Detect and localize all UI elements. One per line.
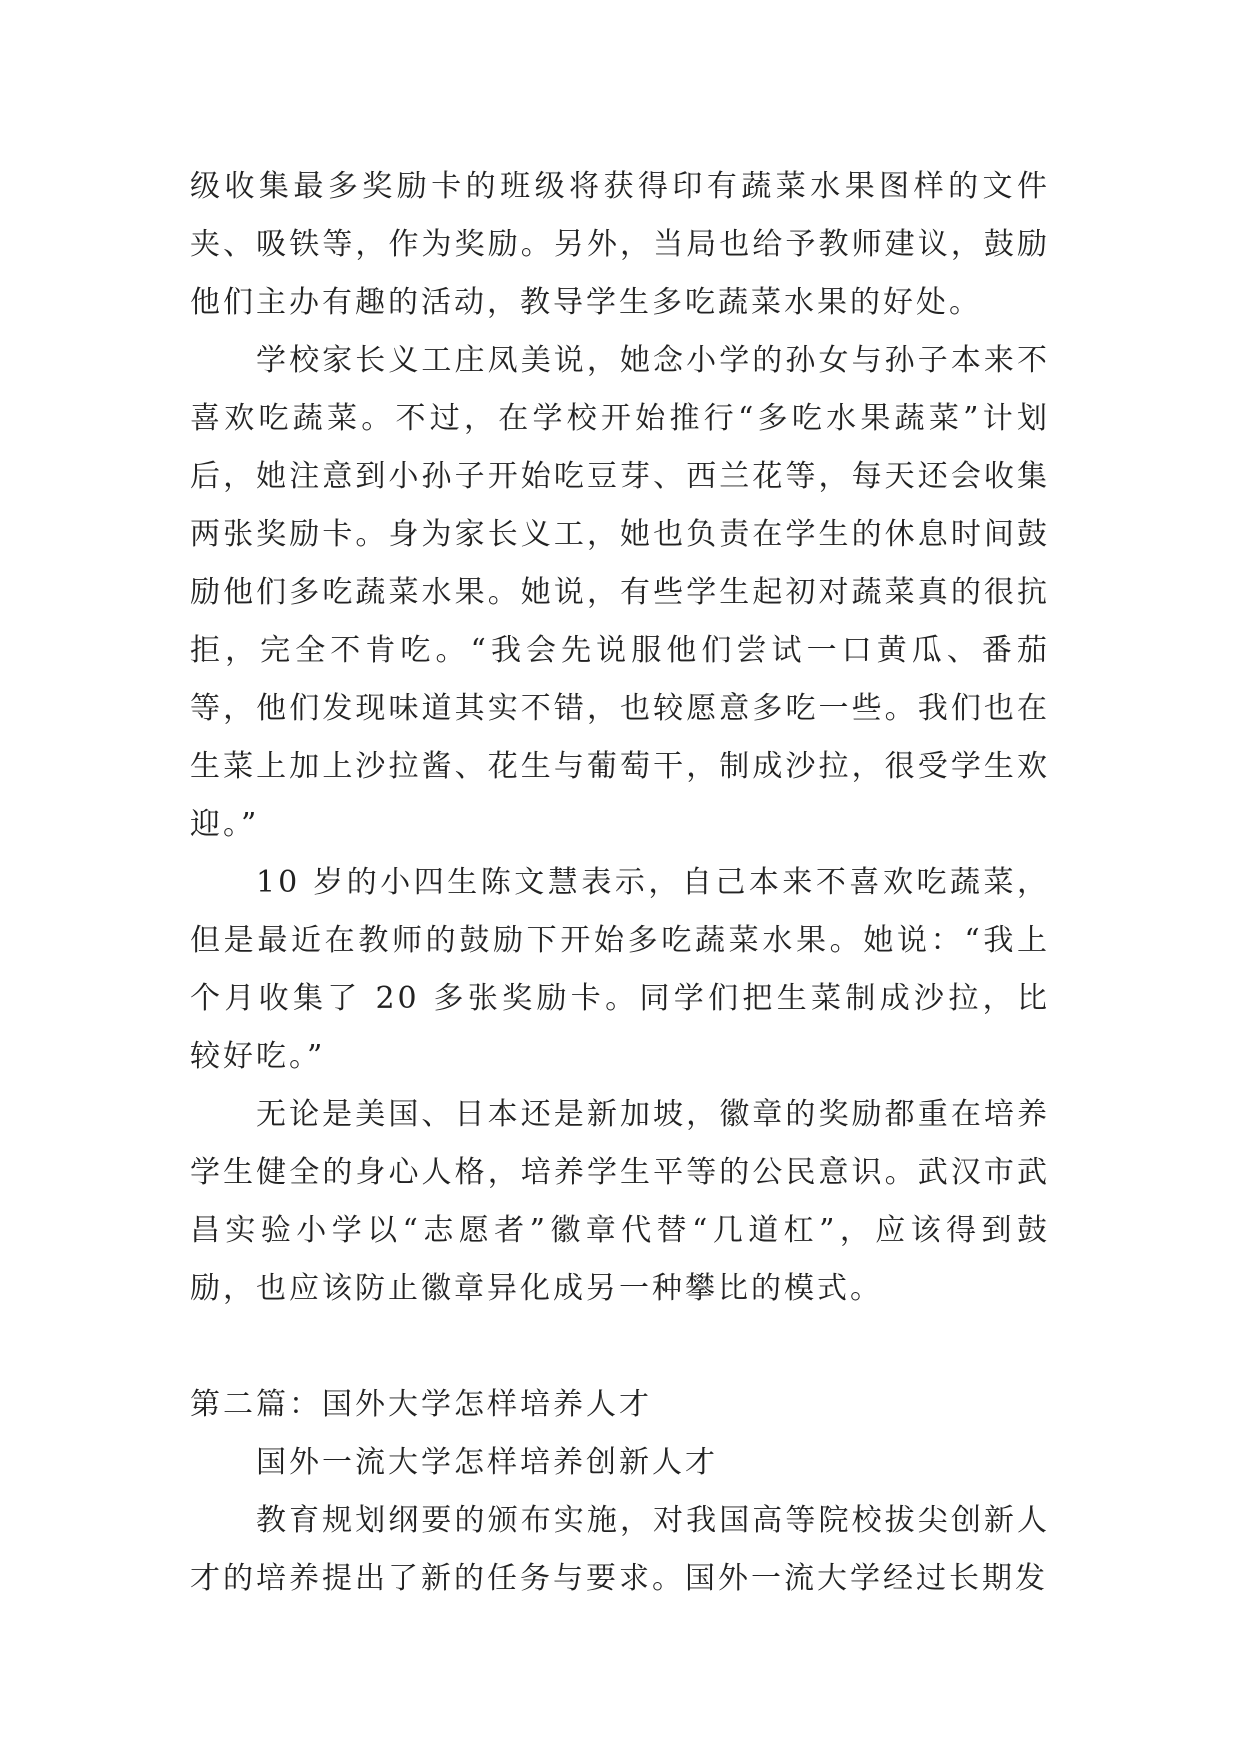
paragraph-badge-conclusion: 无论是美国、日本还是新加坡，徽章的奖励都重在培养学生健全的身心人格，培养学生平等的公民意识。武汉市武昌实验小学以“志愿者”徽章代替“几道杠”，应该得到鼓励，也应该防止徽章异化成另一种攀比的模式。 [190,1097,1050,1306]
paragraph-education-plan: 教育规划纲要的颁布实施，对我国高等院校拔尖创新人才的培养提出了新的任务与要求。国外一流大学经过长期发 [190,1503,1050,1596]
section-spacer [190,1318,1050,1376]
paragraph-grandparent-volunteer: 学校家长义工庄凤美说，她念小学的孙女与孙子本来不喜欢吃蔬菜。不过，在学校开始推行“多吃水果蔬菜”计划后，她注意到小孙子开始吃豆芽、西兰花等，每天还会收集两张奖励卡。身为家长义工，她也负责在学生的休息时间鼓励他们多吃蔬菜水果。她说，有些学生起初对蔬菜真的很抗拒，完全不肯吃。“我会先说服他们尝试一口黄瓜、番茄等，他们发现味道其实不错，也较愿意多吃一些。我们也在生菜上加上沙拉酱、花生与葡萄干，制成沙拉，很受学生欢迎。” [190,343,1050,842]
article-subheading: 国外一流大学怎样培养创新人才 [256,1445,718,1480]
continuation-paragraph: 级收集最多奖励卡的班级将获得印有蔬菜水果图样的文件夹、吸铁等，作为奖励。另外，当局也给予教师建议，鼓励他们主办有趣的活动，教导学生多吃蔬菜水果的好处。 [190,169,1050,320]
paragraph-student-quote: 10 岁的小四生陈文慧表示，自己本来不喜欢吃蔬菜，但是最近在教师的鼓励下开始多吃蔬菜水果。她说：“我上个月收集了 20 多张奖励卡。同学们把生菜制成沙拉，比较好吃。” [190,865,1050,1074]
document-body [190,158,1050,1608]
section-heading: 第二篇：国外大学怎样培养人才 [190,1387,652,1422]
